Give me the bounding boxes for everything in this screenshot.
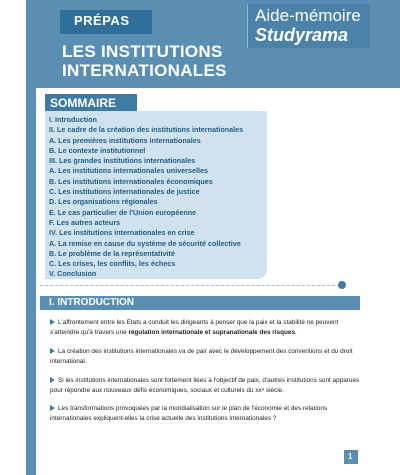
toc-item[interactable]: A. Les premières institutions internationales <box>49 135 201 145</box>
page-number: 1 <box>348 452 353 461</box>
toc-item[interactable]: IV. Les institutions internationales en crise <box>49 228 195 238</box>
series-label: PRÉPAS <box>74 13 130 28</box>
intro-paragraph-4 <box>50 404 362 423</box>
toc-item[interactable]: B. Le problème de la représentativité <box>49 248 175 258</box>
bullet-arrow-icon <box>50 405 55 411</box>
toc-item[interactable]: II. Le cadre de la création des institutions internationales <box>49 125 244 135</box>
intro-paragraph-1-bold: régulation internationale et supranationale des risques <box>128 328 296 336</box>
left-margin-bar <box>26 88 36 475</box>
intro-paragraph-1 <box>50 318 362 337</box>
page-title-line-1: LES INSTITUTIONS <box>62 42 223 61</box>
toc-item[interactable]: B. Les institutions internationales économiques <box>49 176 213 186</box>
toc-item[interactable]: A. Les institutions internationales universelles <box>49 166 208 176</box>
sommaire-heading: SOMMAIRE <box>50 96 116 110</box>
bullet-arrow-icon <box>50 377 55 383</box>
brand-logo: Studyrama <box>255 25 349 45</box>
divider-dot-icon <box>338 281 346 289</box>
page-title-line-2: INTERNATIONALES <box>62 61 227 80</box>
toc-item[interactable]: F. Les autres acteurs <box>49 217 121 227</box>
page-title <box>62 42 227 80</box>
toc-item[interactable]: A. La remise en cause du système de sécurité collective <box>49 238 241 248</box>
brand-title: Aide-mémoire <box>255 6 361 25</box>
toc-item[interactable]: V. Conclusion <box>49 269 97 279</box>
intro-paragraph-2 <box>50 347 362 366</box>
bullet-arrow-icon <box>50 348 55 354</box>
toc-item[interactable]: D. Les organisations régionales <box>49 197 158 207</box>
intro-paragraph-3-text: Si les institutions internationales sont fortement liées à l'objectif de paix, d'autres institutions sont apparues pour répondre aux nouveaux défis économiques, sociaux et culturels du xxᵉ siècle. <box>50 377 360 394</box>
toc-list <box>49 115 265 280</box>
toc-item[interactable]: I. Introduction <box>49 115 97 124</box>
intro-paragraph-3 <box>50 376 362 395</box>
toc-item[interactable]: III. Les grandes institutions internationales <box>49 156 196 166</box>
bullet-arrow-icon <box>50 319 55 325</box>
intro-paragraph-4-text: Les transformations provoquées par la mondialisation sur le plan de l'économie et des relations internationales expliquent-elles la crise actuelle des institutions internationales ? <box>50 405 328 422</box>
toc-item[interactable]: B. Le contexte institutionnel <box>49 145 146 155</box>
section-divider <box>40 285 340 286</box>
intro-paragraph-1-text: L'affrontement entre les Etats a conduit les dirigeants à penser que la paix et la stabilité ne peuvent s'atteindre qu'à travers une <box>50 319 339 336</box>
toc-item[interactable]: E. Le cas particulier de l'Union européenne <box>49 207 197 217</box>
intro-paragraph-2-text: La création des institutions internationales va de pair avec le développement des conventions et du droit international. <box>50 348 353 365</box>
introduction-heading: I. INTRODUCTION <box>49 297 134 308</box>
toc-item[interactable]: C. Les institutions internationales de justice <box>49 187 200 197</box>
intro-paragraph-1-end: . <box>295 328 297 336</box>
toc-item[interactable]: C. Les crises, les conflits, les échecs <box>49 259 176 269</box>
